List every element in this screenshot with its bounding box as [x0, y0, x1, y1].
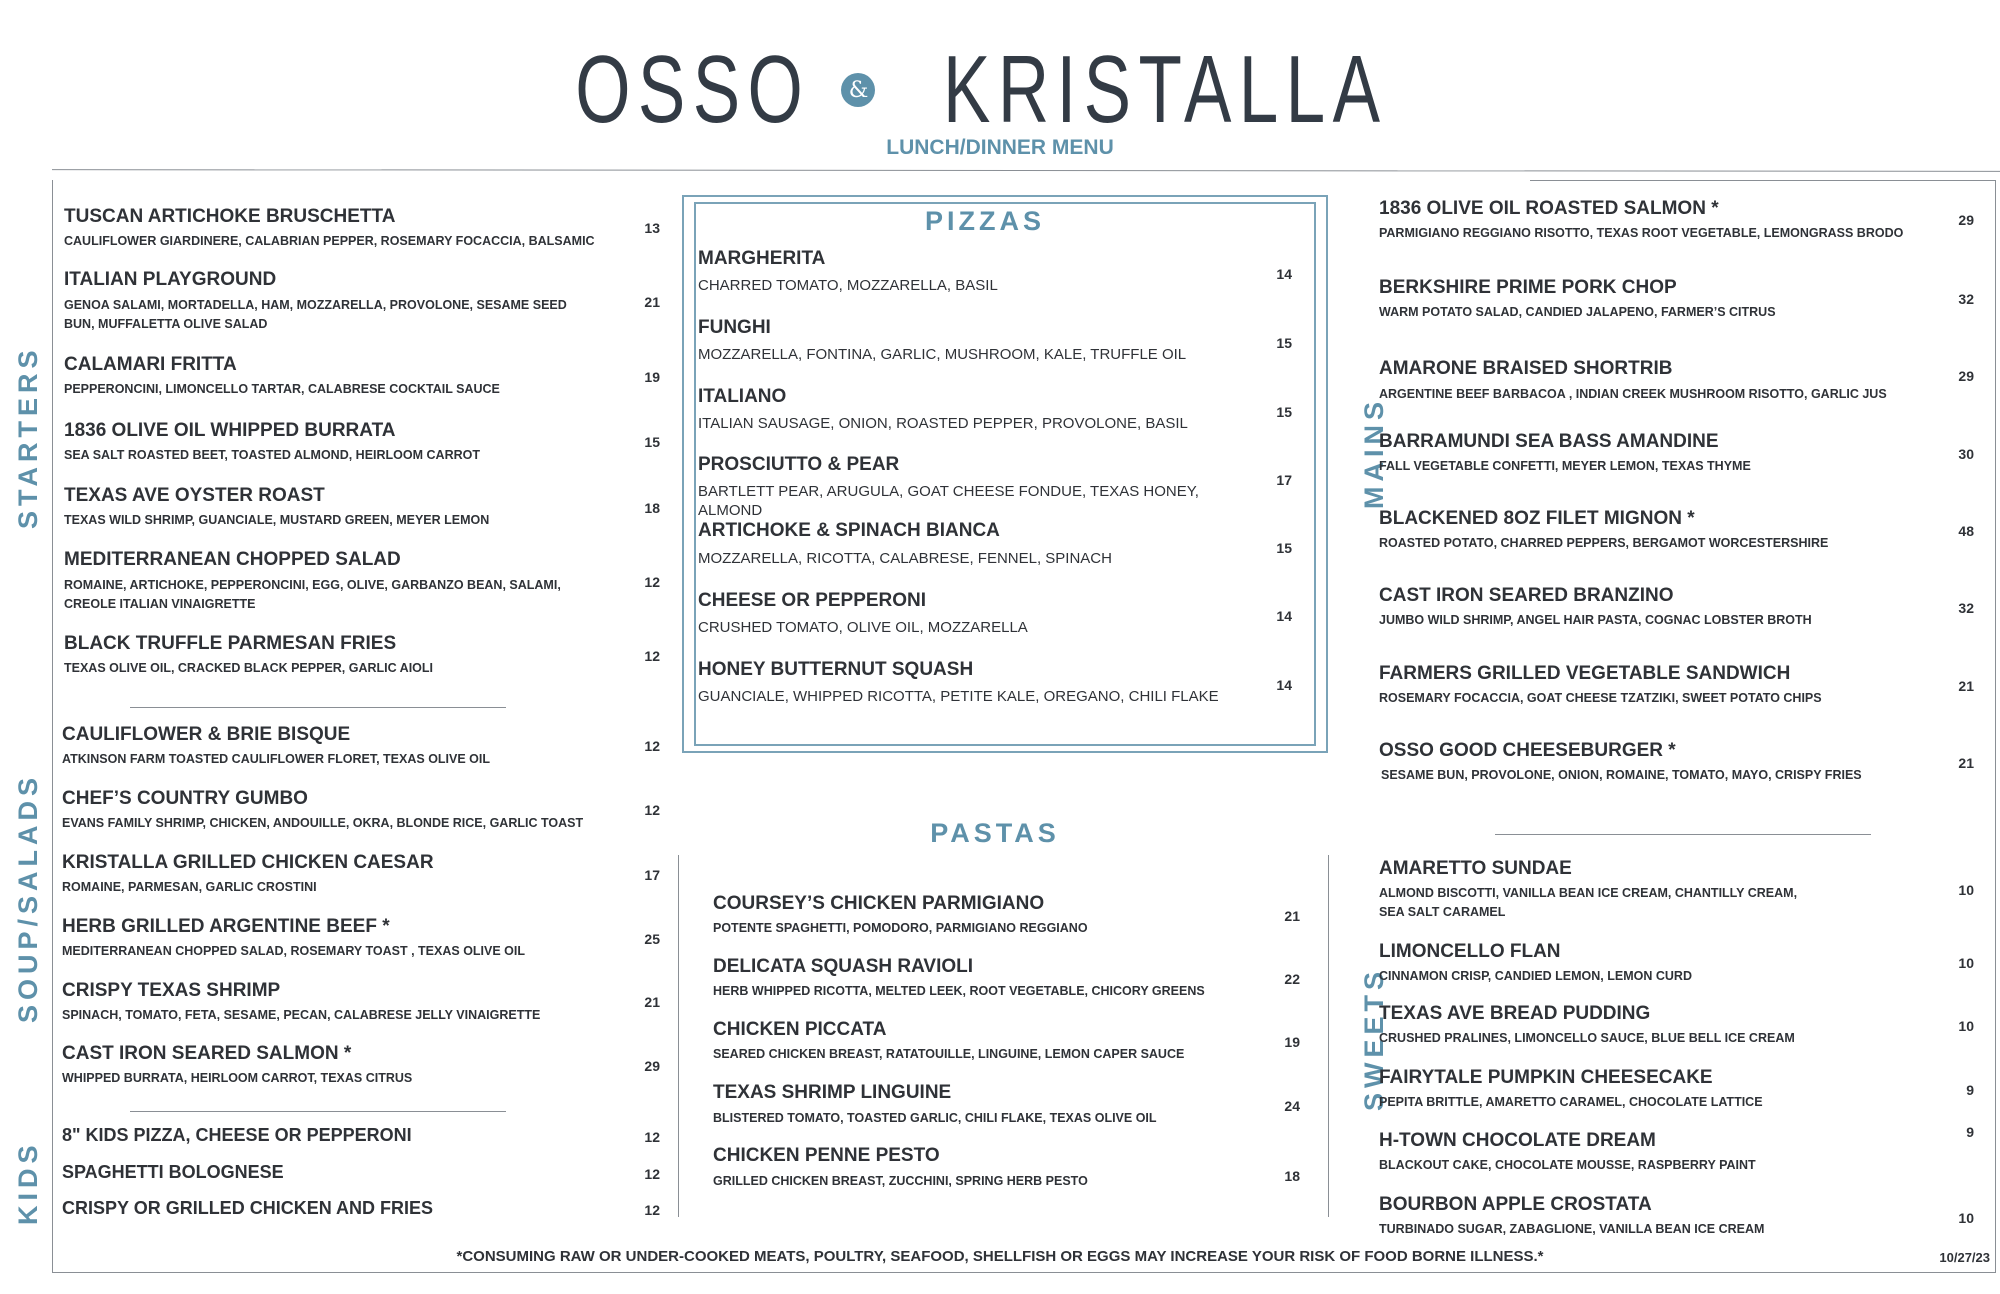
menu-item-name: 1836 OLIVE OIL ROASTED SALMON *: [1379, 198, 1719, 219]
menu-item-name: AMARETTO SUNDAE: [1379, 858, 1572, 879]
menu-item-price: 13: [644, 220, 660, 236]
menu-item-name: TEXAS AVE BREAD PUDDING: [1379, 1003, 1651, 1024]
top-rule-right: [1530, 180, 1996, 181]
menu-item-price: 12: [644, 648, 660, 664]
menu-item-desc: ALMOND BISCOTTI, VANILLA BEAN ICE CREAM, CHANTILLY CREAM, SEA SALT CARAMEL: [1379, 886, 1798, 919]
menu-item-desc: CAULIFLOWER GIARDINERE, CALABRIAN PEPPER, ROSEMARY FOCACCIA, BALSAMIC: [64, 234, 595, 248]
menu-item-price: 15: [1276, 540, 1292, 556]
menu-item-desc: CRUSHED PRALINES, LIMONCELLO SAUCE, BLUE BELL ICE CREAM: [1379, 1031, 1795, 1045]
menu-item-price: 22: [1284, 971, 1300, 987]
menu-item-price: 15: [644, 434, 660, 450]
menu-date: 10/27/23: [1939, 1250, 1990, 1265]
pasta-left-rule: [678, 855, 679, 1217]
menu-item-price: 32: [1958, 600, 1974, 616]
menu-item-desc: MOZZARELLA, FONTINA, GARLIC, MUSHROOM, KALE, TRUFFLE OIL: [698, 346, 1187, 363]
menu-item-price: 9: [1966, 1082, 1974, 1098]
menu-item-price: 15: [1276, 404, 1292, 420]
menu-item-desc: BLACKOUT CAKE, CHOCOLATE MOUSSE, RASPBERRY PAINT: [1379, 1158, 1756, 1172]
menu-item-desc: PARMIGIANO REGGIANO RISOTTO, TEXAS ROOT VEGETABLE, LEMONGRASS BRODO: [1379, 226, 1904, 240]
menu-item-desc: ITALIAN SAUSAGE, ONION, ROASTED PEPPER, PROVOLONE, BASIL: [698, 415, 1188, 432]
menu-item-name: BARRAMUNDI SEA BASS AMANDINE: [1379, 431, 1719, 452]
menu-item-desc: PEPPERONCINI, LIMONCELLO TARTAR, CALABRESE COCKTAIL SAUCE: [64, 382, 500, 396]
menu-item-desc: EVANS FAMILY SHRIMP, CHICKEN, ANDOUILLE, OKRA, BLONDE RICE, GARLIC TOAST: [62, 816, 584, 830]
menu-item-price: 12: [644, 802, 660, 818]
menu-item-desc: MOZZARELLA, RICOTTA, CALABRESE, FENNEL, SPINACH: [698, 550, 1112, 567]
category-kids: KIDS: [13, 1140, 43, 1225]
menu-item-name: 1836 OLIVE OIL WHIPPED BURRATA: [64, 420, 396, 441]
menu-item-price: 21: [644, 994, 660, 1010]
menu-item-price: 18: [1284, 1168, 1300, 1184]
menu-item-desc: SEA SALT ROASTED BEET, TOASTED ALMOND, HEIRLOOM CARROT: [64, 448, 480, 462]
menu-item-name: FAIRYTALE PUMPKIN CHEESECAKE: [1379, 1067, 1713, 1088]
menu-item-price: 9: [1966, 1124, 1974, 1140]
menu-item-price: 21: [1958, 755, 1974, 771]
food-safety-disclaimer: *CONSUMING RAW OR UNDER-COOKED MEATS, POULTRY, SEAFOOD, SHELLFISH OR EGGS MAY INCREASE YOUR RISK OF FOOD BORNE ILLNESS.*: [456, 1248, 1544, 1265]
menu-item-name: CRISPY TEXAS SHRIMP: [62, 980, 281, 1001]
bottom-rule: [52, 1272, 1996, 1273]
menu-item-name: MARGHERITA: [698, 248, 826, 269]
menu-item-name: BERKSHIRE PRIME PORK CHOP: [1379, 277, 1677, 298]
pizzas-title: PIZZAS: [924, 206, 1045, 236]
menu-item-price: 32: [1958, 291, 1974, 307]
menu-item-price: 12: [644, 1129, 660, 1145]
menu-item-desc: TEXAS WILD SHRIMP, GUANCIALE, MUSTARD GREEN, MEYER LEMON: [64, 513, 490, 527]
menu-item-name: TUSCAN ARTICHOKE BRUSCHETTA: [64, 206, 396, 227]
menu-item-price: 12: [644, 1202, 660, 1218]
menu-item-name: 8" KIDS PIZZA, CHEESE OR PEPPERONI: [62, 1125, 412, 1145]
menu-item-desc: CHARRED TOMATO, MOZZARELLA, BASIL: [698, 277, 998, 294]
brand-left: OSSO: [575, 36, 811, 143]
menu-item-desc: ATKINSON FARM TOASTED CAULIFLOWER FLORET, TEXAS OLIVE OIL: [62, 752, 491, 766]
menu-item-name: AMARONE BRAISED SHORTRIB: [1379, 358, 1673, 379]
menu-item-price: 14: [1276, 608, 1292, 624]
ampersand-icon: &: [841, 73, 875, 107]
menu-item-desc: GENOA SALAMI, MORTADELLA, HAM, MOZZARELLA, PROVOLONE, SESAME SEED BUN, MUFFALETTA OLIVE SALAD: [64, 298, 567, 331]
menu-item-name: CHEF’S COUNTRY GUMBO: [62, 788, 308, 809]
brand-logo: [0, 36, 2000, 143]
menu-item-desc: ROMAINE, ARTICHOKE, PEPPERONCINI, EGG, OLIVE, GARBANZO BEAN, SALAMI, CREOLE ITALIAN VINAIGRETTE: [64, 578, 561, 611]
menu-item-desc: SPINACH, TOMATO, FETA, SESAME, PECAN, CALABRESE JELLY VINAIGRETTE: [62, 1008, 541, 1022]
menu-item-desc: JUMBO WILD SHRIMP, ANGEL HAIR PASTA, COGNAC LOBSTER BROTH: [1379, 613, 1812, 627]
menu-item-price: 14: [1276, 677, 1292, 693]
menu-item-name: CAST IRON SEARED SALMON *: [62, 1043, 352, 1064]
pastas-title: PASTAS: [930, 818, 1060, 848]
menu-item-price: 21: [1958, 678, 1974, 694]
menu-item-desc: BLISTERED TOMATO, TOASTED GARLIC, CHILI FLAKE, TEXAS OLIVE OIL: [713, 1111, 1157, 1125]
menu-item-price: 18: [644, 500, 660, 516]
menu-item-name: CAST IRON SEARED BRANZINO: [1379, 585, 1674, 606]
menu-item-desc: SESAME BUN, PROVOLONE, ONION, ROMAINE, TOMATO, MAYO, CRISPY FRIES: [1381, 768, 1862, 782]
menu-item-price: 48: [1958, 523, 1974, 539]
menu-item-desc: FALL VEGETABLE CONFETTI, MEYER LEMON, TEXAS THYME: [1379, 459, 1751, 473]
menu-item-name: ARTICHOKE & SPINACH BIANCA: [698, 520, 1000, 541]
category-starters: STARTERS: [13, 345, 43, 529]
menu-item-price: 25: [644, 931, 660, 947]
menu-item-price: 10: [1958, 882, 1974, 898]
menu-item-price: 24: [1284, 1098, 1300, 1114]
menu-item-name: LIMONCELLO FLAN: [1379, 941, 1561, 962]
menu-item-desc: CINNAMON CRISP, CANDIED LEMON, LEMON CURD: [1379, 969, 1692, 983]
menu-item-name: COURSEY’S CHICKEN PARMIGIANO: [713, 893, 1045, 914]
right-border: [1995, 180, 1996, 1272]
menu-subtitle: LUNCH/DINNER MENU: [886, 136, 1114, 159]
menu-item-name: FARMERS GRILLED VEGETABLE SANDWICH: [1379, 663, 1791, 684]
kids-divider: [130, 1111, 506, 1112]
menu-item-name: TEXAS AVE OYSTER ROAST: [64, 485, 325, 506]
menu-item-desc: BARTLETT PEAR, ARUGULA, GOAT CHEESE FONDUE, TEXAS HONEY, ALMOND: [698, 483, 1199, 519]
menu-item-name: CHICKEN PICCATA: [713, 1019, 887, 1040]
menu-item-price: 12: [644, 1166, 660, 1182]
menu-item-name: ITALIAN PLAYGROUND: [64, 269, 277, 290]
menu-item-name: CHICKEN PENNE PESTO: [713, 1145, 940, 1166]
menu-item-price: 29: [1958, 212, 1974, 228]
menu-item-desc: TURBINADO SUGAR, ZABAGLIONE, VANILLA BEAN ICE CREAM: [1379, 1222, 1765, 1236]
menu-item-price: 14: [1276, 266, 1292, 282]
menu-item-price: 17: [1276, 472, 1292, 488]
menu-item-name: OSSO GOOD CHEESEBURGER *: [1379, 740, 1676, 761]
menu-item-price: 10: [1958, 1018, 1974, 1034]
menu-item-desc: WARM POTATO SALAD, CANDIED JALAPENO, FARMER’S CITRUS: [1379, 305, 1776, 319]
menu-item-name: HERB GRILLED ARGENTINE BEEF *: [62, 916, 390, 937]
menu-item-name: CALAMARI FRITTA: [64, 354, 237, 375]
menu-item-desc: HERB WHIPPED RICOTTA, MELTED LEEK, ROOT VEGETABLE, CHICORY GREENS: [713, 984, 1205, 998]
category-mains: MAINS: [1359, 397, 1389, 509]
menu-item-name: CHEESE OR PEPPERONI: [698, 590, 927, 611]
menu-item-price: 21: [644, 294, 660, 310]
category-soup-salads: SOUP/SALADS: [13, 772, 43, 1023]
category-sweets: SWEETS: [1359, 966, 1389, 1111]
menu-item-name: CAULIFLOWER & BRIE BISQUE: [62, 724, 351, 745]
menu-item-desc: ROSEMARY FOCACCIA, GOAT CHEESE TZATZIKI, SWEET POTATO CHIPS: [1379, 691, 1822, 705]
menu-item-name: CRISPY OR GRILLED CHICKEN AND FRIES: [62, 1198, 434, 1218]
top-rule: [52, 169, 2000, 172]
menu-item-price: 12: [644, 738, 660, 754]
menu-item-desc: CRUSHED TOMATO, OLIVE OIL, MOZZARELLA: [698, 619, 1028, 636]
menu-item-desc: ROASTED POTATO, CHARRED PEPPERS, BERGAMOT WORCESTERSHIRE: [1379, 536, 1829, 550]
menu-item-name: HONEY BUTTERNUT SQUASH: [698, 659, 974, 680]
brand-right: KRISTALLA: [943, 36, 1388, 143]
menu-item-price: 29: [644, 1058, 660, 1074]
menu-item-price: 30: [1958, 446, 1974, 462]
menu-item-name: BLACK TRUFFLE PARMESAN FRIES: [64, 633, 397, 654]
left-border: [52, 180, 53, 1272]
menu-item-name: ITALIANO: [698, 386, 787, 407]
menu-item-price: 21: [1284, 908, 1300, 924]
pasta-right-rule: [1328, 855, 1329, 1217]
menu-item-desc: POTENTE SPAGHETTI, POMODORO, PARMIGIANO REGGIANO: [713, 921, 1088, 935]
menu-item-price: 12: [644, 574, 660, 590]
menu-item-price: 29: [1958, 368, 1974, 384]
menu-item-name: TEXAS SHRIMP LINGUINE: [713, 1082, 952, 1103]
menu-item-desc: GRILLED CHICKEN BREAST, ZUCCHINI, SPRING HERB PESTO: [713, 1174, 1088, 1188]
menu-item-desc: SEARED CHICKEN BREAST, RATATOUILLE, LINGUINE, LEMON CAPER SAUCE: [713, 1047, 1185, 1061]
menu-item-desc: ROMAINE, PARMESAN, GARLIC CROSTINI: [62, 880, 317, 894]
menu-item-desc: WHIPPED BURRATA, HEIRLOOM CARROT, TEXAS CITRUS: [62, 1071, 413, 1085]
menu-item-name: SPAGHETTI BOLOGNESE: [62, 1162, 284, 1182]
menu-item-desc: GUANCIALE, WHIPPED RICOTTA, PETITE KALE, OREGANO, CHILI FLAKE: [698, 688, 1219, 705]
menu-item-name: BLACKENED 8OZ FILET MIGNON *: [1379, 508, 1695, 529]
menu-item-desc: PEPITA BRITTLE, AMARETTO CARAMEL, CHOCOLATE LATTICE: [1379, 1095, 1763, 1109]
menu-item-name: FUNGHI: [698, 317, 771, 338]
menu-item-price: 10: [1958, 955, 1974, 971]
menu-item-name: H-TOWN CHOCOLATE DREAM: [1379, 1130, 1656, 1151]
menu-item-price: 10: [1958, 1210, 1974, 1226]
menu-item-name: DELICATA SQUASH RAVIOLI: [713, 956, 974, 977]
menu-item-price: 19: [1284, 1034, 1300, 1050]
menu-item-name: BOURBON APPLE CROSTATA: [1379, 1194, 1652, 1215]
menu-item-name: MEDITERRANEAN CHOPPED SALAD: [64, 549, 401, 570]
menu-item-desc: ARGENTINE BEEF BARBACOA , INDIAN CREEK MUSHROOM RISOTTO, GARLIC JUS: [1379, 387, 1887, 401]
menu-item-price: 15: [1276, 335, 1292, 351]
menu-item-desc: TEXAS OLIVE OIL, CRACKED BLACK PEPPER, GARLIC AIOLI: [64, 661, 434, 675]
menu-item-name: PROSCIUTTO & PEAR: [698, 454, 900, 475]
menu-item-price: 19: [644, 369, 660, 385]
mains-divider: [1495, 834, 1871, 835]
menu-item-price: 17: [644, 867, 660, 883]
menu-item-name: KRISTALLA GRILLED CHICKEN CAESAR: [62, 852, 434, 873]
menu-item-desc: MEDITERRANEAN CHOPPED SALAD, ROSEMARY TOAST , TEXAS OLIVE OIL: [62, 944, 526, 958]
starters-divider: [130, 707, 506, 708]
